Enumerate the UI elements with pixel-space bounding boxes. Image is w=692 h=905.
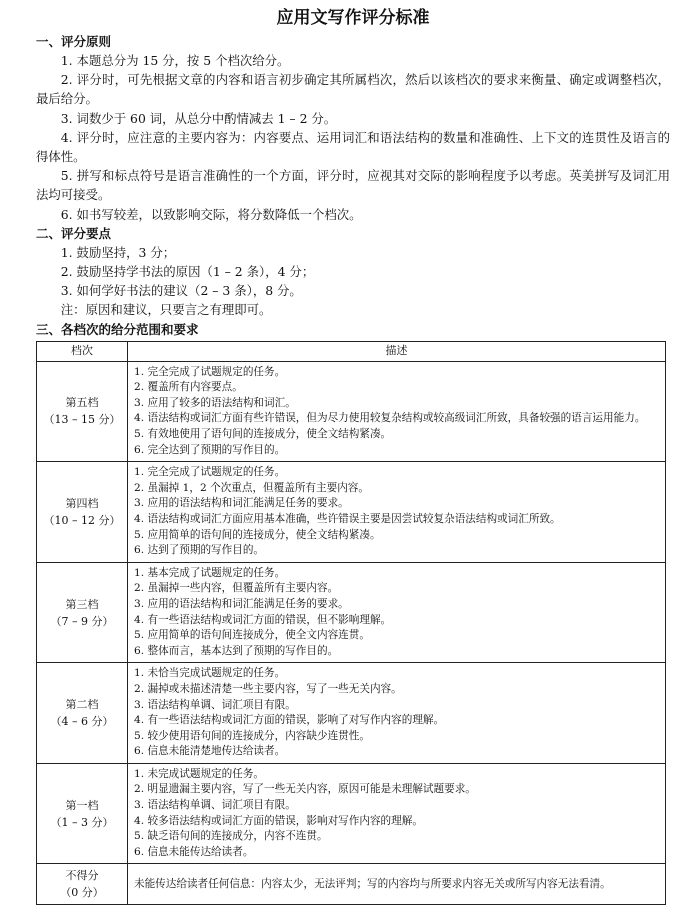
key-points-list xyxy=(36,243,670,320)
grade-level-name: 第三档 xyxy=(65,597,99,611)
principle-item: 1. 本题总分为 15 分，按 5 个档次给分。 xyxy=(60,53,290,68)
section-heading-grade-levels: 三、各档次的给分范围和要求 xyxy=(36,321,199,337)
grade-score-range: （0 分） xyxy=(60,886,104,900)
description-line: 6. 完全达到了预期的写作目的。 xyxy=(134,443,286,456)
grade-level-cell xyxy=(37,462,128,563)
description-line: 未能传达给读者任何信息：内容太少，无法评判；写的内容均与所要求内容无关或所写内容无法看清。 xyxy=(134,877,611,890)
column-header-description: 描述 xyxy=(128,341,666,361)
principle-item: 3. 词数少于 60 词，从总分中酌情减去 1 – 2 分。 xyxy=(60,110,337,126)
section-heading-principles: 一、评分原则 xyxy=(36,34,112,49)
description-line: 3. 应用的语法结构和词汇能满足任务的要求。 xyxy=(134,497,349,510)
key-point-item: 1. 鼓励坚持，3 分； xyxy=(60,244,176,260)
description-line: 4. 有一些语法结构或词汇方面的错误，影响了对写作内容的理解。 xyxy=(134,714,445,727)
key-point-note: 注：原因和建议，只要言之有理即可。 xyxy=(60,302,272,318)
description-line: 1. 完全完成了试题规定的任务。 xyxy=(134,365,286,378)
key-point-item: 3. 如何学好书法的建议（2 – 3 条），8 分。 xyxy=(60,283,302,299)
grade-description-cell xyxy=(128,462,666,563)
section-heading-key-points: 二、评分要点 xyxy=(36,225,112,241)
description-line: 6. 信息未能传达给读者。 xyxy=(134,845,254,858)
grade-level-name: 第一档 xyxy=(65,798,99,812)
table-row xyxy=(37,562,666,663)
table-row xyxy=(37,361,666,462)
description-line: 2. 虽漏掉 1，2 个次重点，但覆盖所有主要内容。 xyxy=(134,481,369,494)
principle-item: 2. 评分时，可先根据文章的内容和语言初步确定其所属档次，然后以该档次的要求来衡量、确定或调整档次，最后给分。 xyxy=(36,72,670,107)
description-line: 5. 应用简单的语句间的连接成分，使全文结构紧凑。 xyxy=(134,528,381,541)
description-line: 2. 覆盖所有内容要点。 xyxy=(134,381,243,394)
grade-description-cell xyxy=(128,562,666,663)
description-line: 1. 完全完成了试题规定的任务。 xyxy=(134,466,286,479)
grade-score-range: （1 – 3 分） xyxy=(50,815,114,829)
description-line: 6. 整体而言，基本达到了预期的写作目的。 xyxy=(134,644,339,657)
grade-level-name: 第二档 xyxy=(65,698,99,712)
grade-score-range: （13 – 15 分） xyxy=(43,413,121,427)
description-line: 5. 较少使用语句间的连接成分，内容缺少连贯性。 xyxy=(134,729,370,742)
grade-score-range: （10 – 12 分） xyxy=(43,513,121,527)
description-line: 4. 较多语法结构或词汇方面的错误，影响对写作内容的理解。 xyxy=(134,814,423,827)
description-line: 6. 达到了预期的写作目的。 xyxy=(134,544,265,557)
description-line: 6. 信息未能清楚地传达给读者。 xyxy=(134,745,286,758)
grade-description-cell xyxy=(128,864,666,905)
table-row xyxy=(37,864,666,905)
grade-level-name: 第四档 xyxy=(65,496,99,510)
description-line: 3. 语法结构单调、词汇项目有限。 xyxy=(134,799,296,812)
principles-list xyxy=(36,51,670,224)
grade-level-name: 不得分 xyxy=(65,869,99,883)
table-row xyxy=(37,462,666,563)
description-line: 2. 虽漏掉一些内容，但覆盖所有主要内容。 xyxy=(134,582,339,595)
grade-level-name: 第五档 xyxy=(65,396,99,410)
grade-description-cell xyxy=(128,361,666,462)
table-row xyxy=(37,663,666,764)
grading-table xyxy=(36,341,666,905)
grade-level-cell xyxy=(37,562,128,663)
grade-level-cell xyxy=(37,663,128,764)
description-line: 4. 语法结构或词汇方面应用基本准确，些许错误主要是因尝试较复杂语法结构或词汇所致。 xyxy=(134,512,561,525)
grade-description-cell xyxy=(128,763,666,864)
page-title: 应用文写作评分标准 xyxy=(276,8,430,28)
description-line: 5. 有效地使用了语句间的连接成分，使全文结构紧凑。 xyxy=(134,428,392,441)
description-line: 5. 应用简单的语句间连接成分，使全文内容连贯。 xyxy=(134,629,370,642)
table-row xyxy=(37,763,666,864)
grade-description-cell xyxy=(128,663,666,764)
description-line: 1. 基本完成了试题规定的任务。 xyxy=(134,566,286,579)
grade-score-range: （7 – 9 分） xyxy=(50,614,114,628)
description-line: 4. 有一些语法结构或词汇方面的错误，但不影响理解。 xyxy=(134,613,392,626)
table-header-row xyxy=(37,341,666,361)
principle-item: 5. 拼写和标点符号是语言准确性的一个方面，评分时，应视其对交际的影响程度予以考虑。英美拼写及词汇用法均可接受。 xyxy=(36,168,670,203)
description-line: 1. 未恰当完成试题规定的任务。 xyxy=(134,667,286,680)
description-line: 3. 语法结构单调、词汇项目有限。 xyxy=(134,698,296,711)
grade-level-cell xyxy=(37,864,128,905)
key-point-item: 2. 鼓励坚持学书法的原因（1 – 2 条），4 分； xyxy=(60,264,315,280)
description-line: 3. 应用了较多的语法结构和词汇。 xyxy=(134,396,296,409)
description-line: 3. 应用的语法结构和词汇能满足任务的要求。 xyxy=(134,597,349,610)
grade-score-range: （4 – 6 分） xyxy=(50,715,114,729)
principle-item: 4. 评分时，应注意的主要内容为：内容要点、运用词汇和语法结构的数量和准确性、上下文的连贯性及语言的得体性。 xyxy=(36,129,670,165)
grade-level-cell xyxy=(37,361,128,462)
description-line: 5. 缺乏语句间的连接成分，内容不连贯。 xyxy=(134,830,328,843)
description-line: 1. 未完成试题规定的任务。 xyxy=(134,767,265,780)
column-header-level: 档次 xyxy=(37,341,128,361)
description-line: 2. 漏掉或未描述清楚一些主要内容，写了一些无关内容。 xyxy=(134,682,402,695)
description-line: 4. 语法结构或词汇方面有些许错误，但为尽力使用较复杂结构或较高级词汇所致，具备较强的语言运用能力。 xyxy=(134,412,646,425)
description-line: 2. 明显遗漏主要内容，写了一些无关内容，原因可能是未理解试题要求。 xyxy=(134,783,476,796)
grade-level-cell xyxy=(37,763,128,864)
principle-item: 6. 如书写较差，以致影响交际，将分数降低一个档次。 xyxy=(60,206,362,222)
